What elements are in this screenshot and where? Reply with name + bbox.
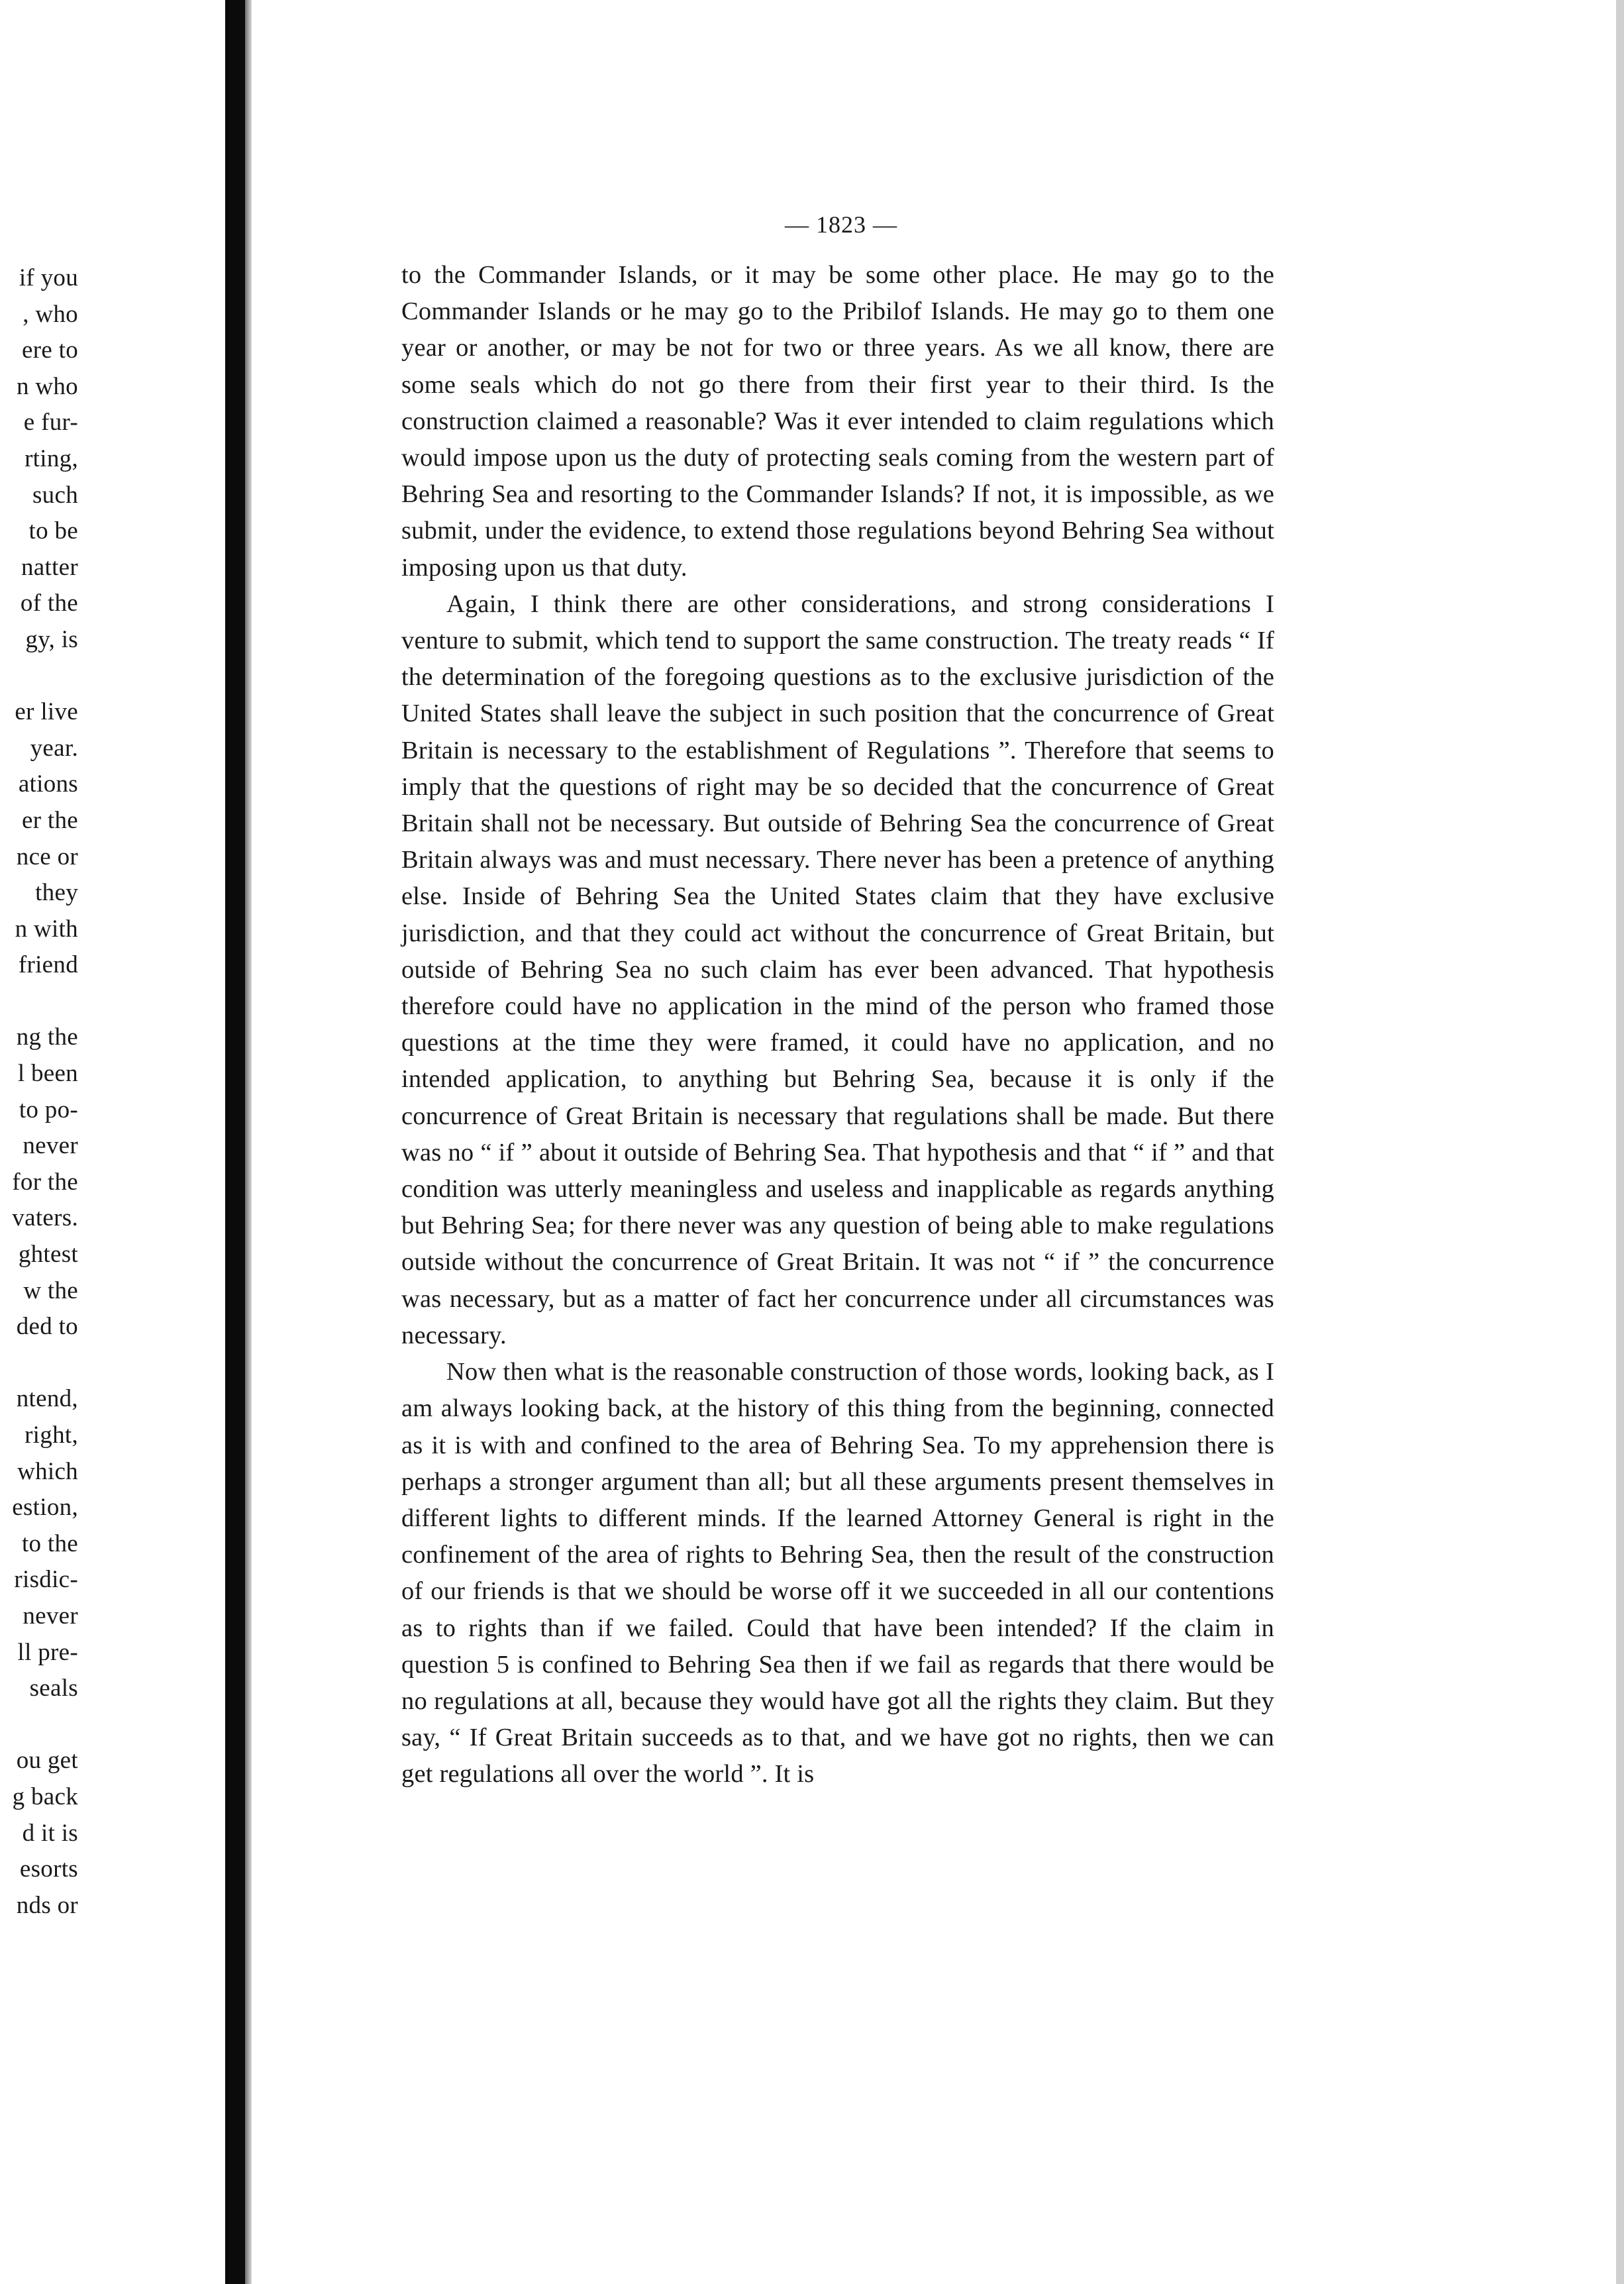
left-fragment-line: w the [23, 1276, 78, 1304]
left-fragment-line: for the [12, 1168, 78, 1196]
left-fragment-line: vaters. [12, 1204, 78, 1232]
left-fragment-line: never [23, 1602, 78, 1630]
left-fragment-line: they [35, 879, 78, 907]
left-fragment-line: of the [20, 590, 78, 617]
gutter-shadow [245, 0, 252, 2284]
book-gutter [225, 0, 245, 2284]
left-fragment-line [0, 658, 78, 695]
left-fragment-line: ere to [22, 337, 78, 364]
left-page-fragment [0, 0, 225, 2284]
left-fragment-line: seals [29, 1675, 78, 1702]
page-number: — 1823 — [785, 211, 897, 238]
left-fragment-line: g back [12, 1783, 78, 1810]
paragraph: Now then what is the reasonable construction of those words, looking back, as I am always looking back, at the history of this thing from the beginning, connected as it is with and confined to the area of Behring Sea. To my apprehension there is perhaps a stronger argument than all; but all these arguments present themselves in different lights to different minds. If the learned Attorney General is right in the confinement of the area of rights to Behring Sea, then the result of the construction of our friends is that we should be worse off it we succeeded in all our contentions as to rights than if we failed. Could that have been intended? If the claim in question 5 is confined to Behring Sea then if we fail as regards that there would be no regulations at all, because they would have got all the rights they claim. But they say, “ If Great Britain succeeds as to that, and we have got no rights, then we can get regulations all over the world ”. It is [401, 1358, 1274, 1789]
left-fragment-line: risdic- [14, 1566, 78, 1594]
left-fragment-line [0, 1707, 78, 1743]
paragraph: Again, I think there are other considerations, and strong considerations I venture to submit, which tend to support the same construction. The treaty reads “ If the determination of the foregoing questions as to the exclusive jurisdiction of the United States shall leave the subject in such position that the concurrence of Great Britain is necessary to the establishment of Regulations ”. Therefore that seems to imply that the questions of right may be so decided that the concurrence of Great Britain shall not be necessary. But outside of Behring Sea the concurrence of Great Britain always was and must necessary. There never has been a pretence of anything else. Inside of Behring Sea the United States claim that they have exclusive jurisdiction, and that they could act without the concurrence of Great Britain, but outside of Behring Sea no such claim has ever been advanced. That hypothesis therefore could have no application in the mind of the person who framed those questions at the time they were framed, it could have no application, and no intended application, to anything but Behring Sea, because it is only if the concurrence of Great Britain is necessary that regulations shall be made. But there was no “ if ” about it outside of Behring Sea. That hypothesis and that “ if ” and that condition was utterly meaningless and useless and inapplicable as regards anything but Behring Sea; for there never was any question of being able to make regulations outside without the concurrence of Great Britain. It was not “ if ” the concurrence was necessary, but as a matter of fact her concurrence under all circumstances was necessary. [401, 590, 1274, 1349]
left-fragment-line: ded to [16, 1313, 78, 1341]
left-fragment-line: gy, is [25, 625, 78, 653]
left-fragment-line: friend [18, 951, 78, 979]
left-fragment-line: nds or [16, 1891, 78, 1919]
left-fragment-line: e fur- [23, 409, 78, 437]
left-fragment-line: right, [25, 1422, 78, 1449]
left-fragment-line: never [23, 1132, 78, 1160]
left-fragment-line: er live [15, 698, 78, 726]
left-fragment-line [0, 984, 78, 1020]
left-fragment-line: which [17, 1457, 78, 1485]
left-fragment-line: esorts [19, 1855, 78, 1883]
left-fragment-line: , who [23, 300, 78, 328]
left-fragment-line [0, 1345, 78, 1382]
left-page-text-column [0, 260, 78, 1924]
body-text [401, 257, 1274, 1793]
left-fragment-line: n who [17, 372, 78, 400]
left-fragment-line: er the [22, 806, 78, 834]
left-fragment-line: nce or [16, 843, 78, 870]
left-fragment-line: to the [21, 1530, 78, 1557]
left-fragment-line: rting, [25, 444, 78, 472]
left-fragment-line: estion, [12, 1494, 78, 1522]
left-fragment-line: ghtest [18, 1241, 78, 1269]
left-fragment-line: d it is [22, 1819, 78, 1847]
left-fragment-line: natter [21, 553, 78, 581]
paragraph: to the Commander Islands, or it may be some other place. He may go to the Commander Islands or he may go to the Pribilof Islands. He may go to them one year or another, or may be not for two or three years. As we all know, there are some seals which do not go there from their first year to their third. Is the construction claimed a reasonable? Was it ever intended to claim regulations which would impose upon us the duty of protecting seals coming from the western part of Behring Sea and resorting to the Commander Islands? If not, it is impossible, as we submit, under the evidence, to extend those regulations beyond Behring Sea without imposing upon us that duty. [401, 261, 1274, 582]
left-fragment-line: ations [18, 770, 78, 798]
left-fragment-line: year. [30, 734, 78, 762]
left-fragment-line: n with [15, 915, 78, 943]
left-fragment-line: ntend, [16, 1385, 78, 1413]
left-fragment-line: such [32, 481, 78, 509]
left-fragment-line: ou get [16, 1747, 78, 1775]
left-fragment-line: ng the [16, 1023, 78, 1051]
left-fragment-line: to po- [19, 1096, 78, 1123]
left-fragment-line: l been [17, 1060, 78, 1088]
left-fragment-line: ll pre- [17, 1638, 78, 1666]
scan-edge [1616, 0, 1624, 2284]
left-fragment-line: to be [28, 517, 78, 545]
left-fragment-line: if you [19, 264, 78, 291]
